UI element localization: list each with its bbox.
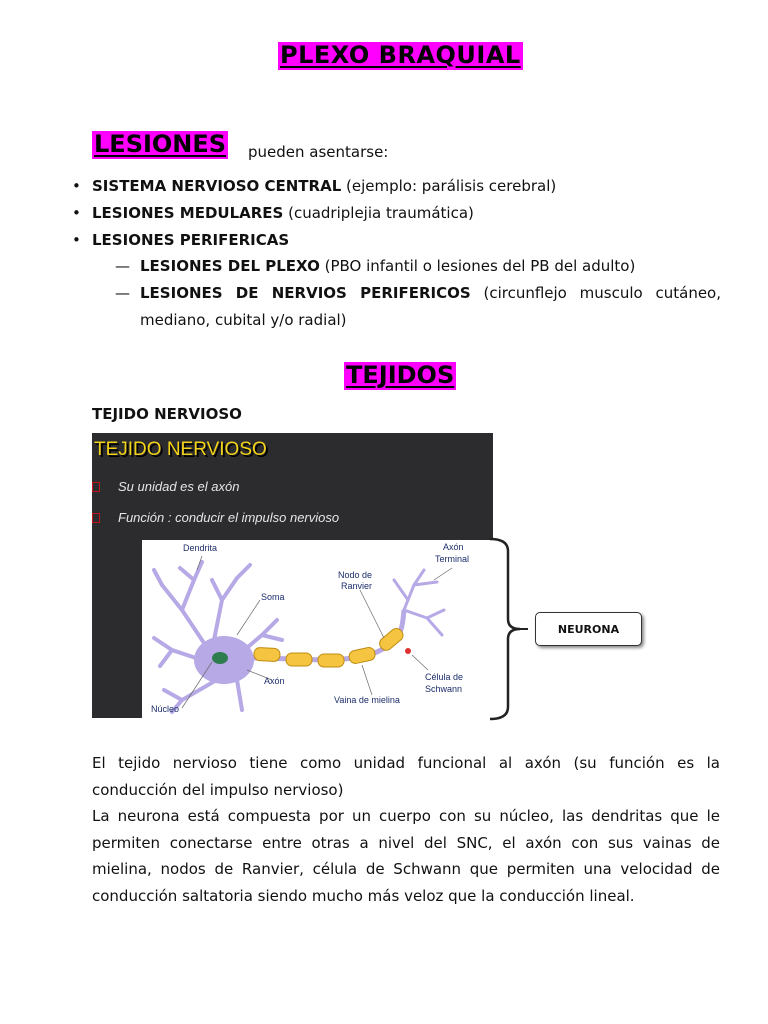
label-soma: Soma bbox=[261, 592, 285, 602]
label-nucleo: Núcleo bbox=[151, 704, 180, 714]
label-celula-line1: Célula de bbox=[425, 672, 464, 682]
tejidos-heading: TEJIDOS bbox=[346, 361, 455, 389]
label-nodo-line1: Nodo de bbox=[338, 570, 373, 580]
paragraph-line: El tejido nervioso tiene como unidad funcional al axón (su función es la bbox=[92, 754, 720, 772]
label-vaina: Vaina de mielina bbox=[334, 695, 400, 705]
paragraph-axon bbox=[92, 750, 720, 803]
slide-point-text: Su unidad es el axón bbox=[118, 479, 240, 494]
dash-marker: — bbox=[115, 257, 130, 275]
paragraph-line: conducción del impulso nervioso) bbox=[92, 780, 344, 799]
lesiones-intro-text: pueden asentarse: bbox=[248, 143, 389, 161]
sub-item bbox=[115, 280, 721, 334]
bullet-dot: • bbox=[72, 231, 81, 249]
label-axon-terminal-line2: Terminal bbox=[435, 554, 470, 564]
paragraph-neurona bbox=[92, 803, 720, 909]
label-axon: Axón bbox=[264, 676, 285, 686]
neurona-callout: NEURONA bbox=[535, 612, 642, 646]
paragraph-line: mielina, nodos de Ranvier, célula de Schwann que permiten una velocidad de bbox=[92, 860, 720, 878]
paragraph-line: permiten conectarse entre otras a nivel del SNC, el axón con sus vainas de bbox=[92, 833, 720, 852]
slide-point bbox=[118, 479, 239, 494]
lesiones-heading: LESIONES bbox=[94, 130, 227, 158]
bullet-bold-text: SISTEMA NERVIOSO CENTRAL bbox=[92, 177, 342, 195]
bullet-dot: • bbox=[72, 177, 81, 195]
square-bullet-icon bbox=[92, 513, 100, 523]
dash-marker: — bbox=[115, 284, 130, 302]
label-celula-line2: Schwann bbox=[425, 684, 463, 694]
bracket-connector bbox=[488, 537, 528, 721]
sub-item-bold-text: LESIONES DE NERVIOS PERIFERICOS bbox=[140, 284, 471, 302]
paragraph-line: La neurona está compuesta por un cuerpo con su núcleo, las dendritas que le bbox=[92, 807, 720, 825]
bullet-rest-text: (cuadriplejia traumática) bbox=[283, 204, 474, 222]
label-dendrita: Dendrita bbox=[183, 543, 218, 553]
sub-item bbox=[115, 253, 721, 279]
slide-point-text: Función : conducir el impulso nervioso bbox=[118, 510, 340, 525]
slide-point bbox=[118, 510, 339, 525]
tejido-nervioso-subheading: TEJIDO NERVIOSO bbox=[92, 405, 242, 423]
sub-item-continuation: mediano, cubital y/o radial) bbox=[140, 311, 347, 329]
leader-lines bbox=[182, 556, 452, 708]
sub-item-rest-text: (circunflejo musculo cutáneo, bbox=[470, 284, 722, 302]
myelin-sheath-shape bbox=[254, 626, 406, 667]
nucleus-shape bbox=[212, 652, 228, 664]
label-axon-terminal-line1: Axón bbox=[443, 542, 464, 552]
bullet-bold-text: LESIONES MEDULARES bbox=[92, 204, 284, 222]
sub-item-rest-text: (PBO infantil o lesiones del PB del adulto) bbox=[319, 257, 636, 275]
paragraph-line: conducción saltatoria siendo mucho más veloz que la conducción lineal. bbox=[92, 886, 635, 905]
bullet-bold-text: LESIONES PERIFERICAS bbox=[92, 231, 290, 249]
page-title: PLEXO BRAQUIAL bbox=[280, 41, 521, 69]
neuron-slide-image bbox=[92, 433, 493, 718]
red-dot-marker bbox=[405, 648, 411, 654]
slide-title: TEJIDO NERVIOSO bbox=[94, 439, 267, 460]
label-nodo-line2: Ranvier bbox=[341, 581, 373, 591]
bullet-dot: • bbox=[72, 204, 81, 222]
neuron-diagram bbox=[142, 540, 493, 718]
square-bullet-icon bbox=[92, 482, 100, 492]
bullet-rest-text: (ejemplo: parálisis cerebral) bbox=[341, 177, 557, 195]
sub-item-bold-text: LESIONES DEL PLEXO bbox=[140, 257, 320, 275]
